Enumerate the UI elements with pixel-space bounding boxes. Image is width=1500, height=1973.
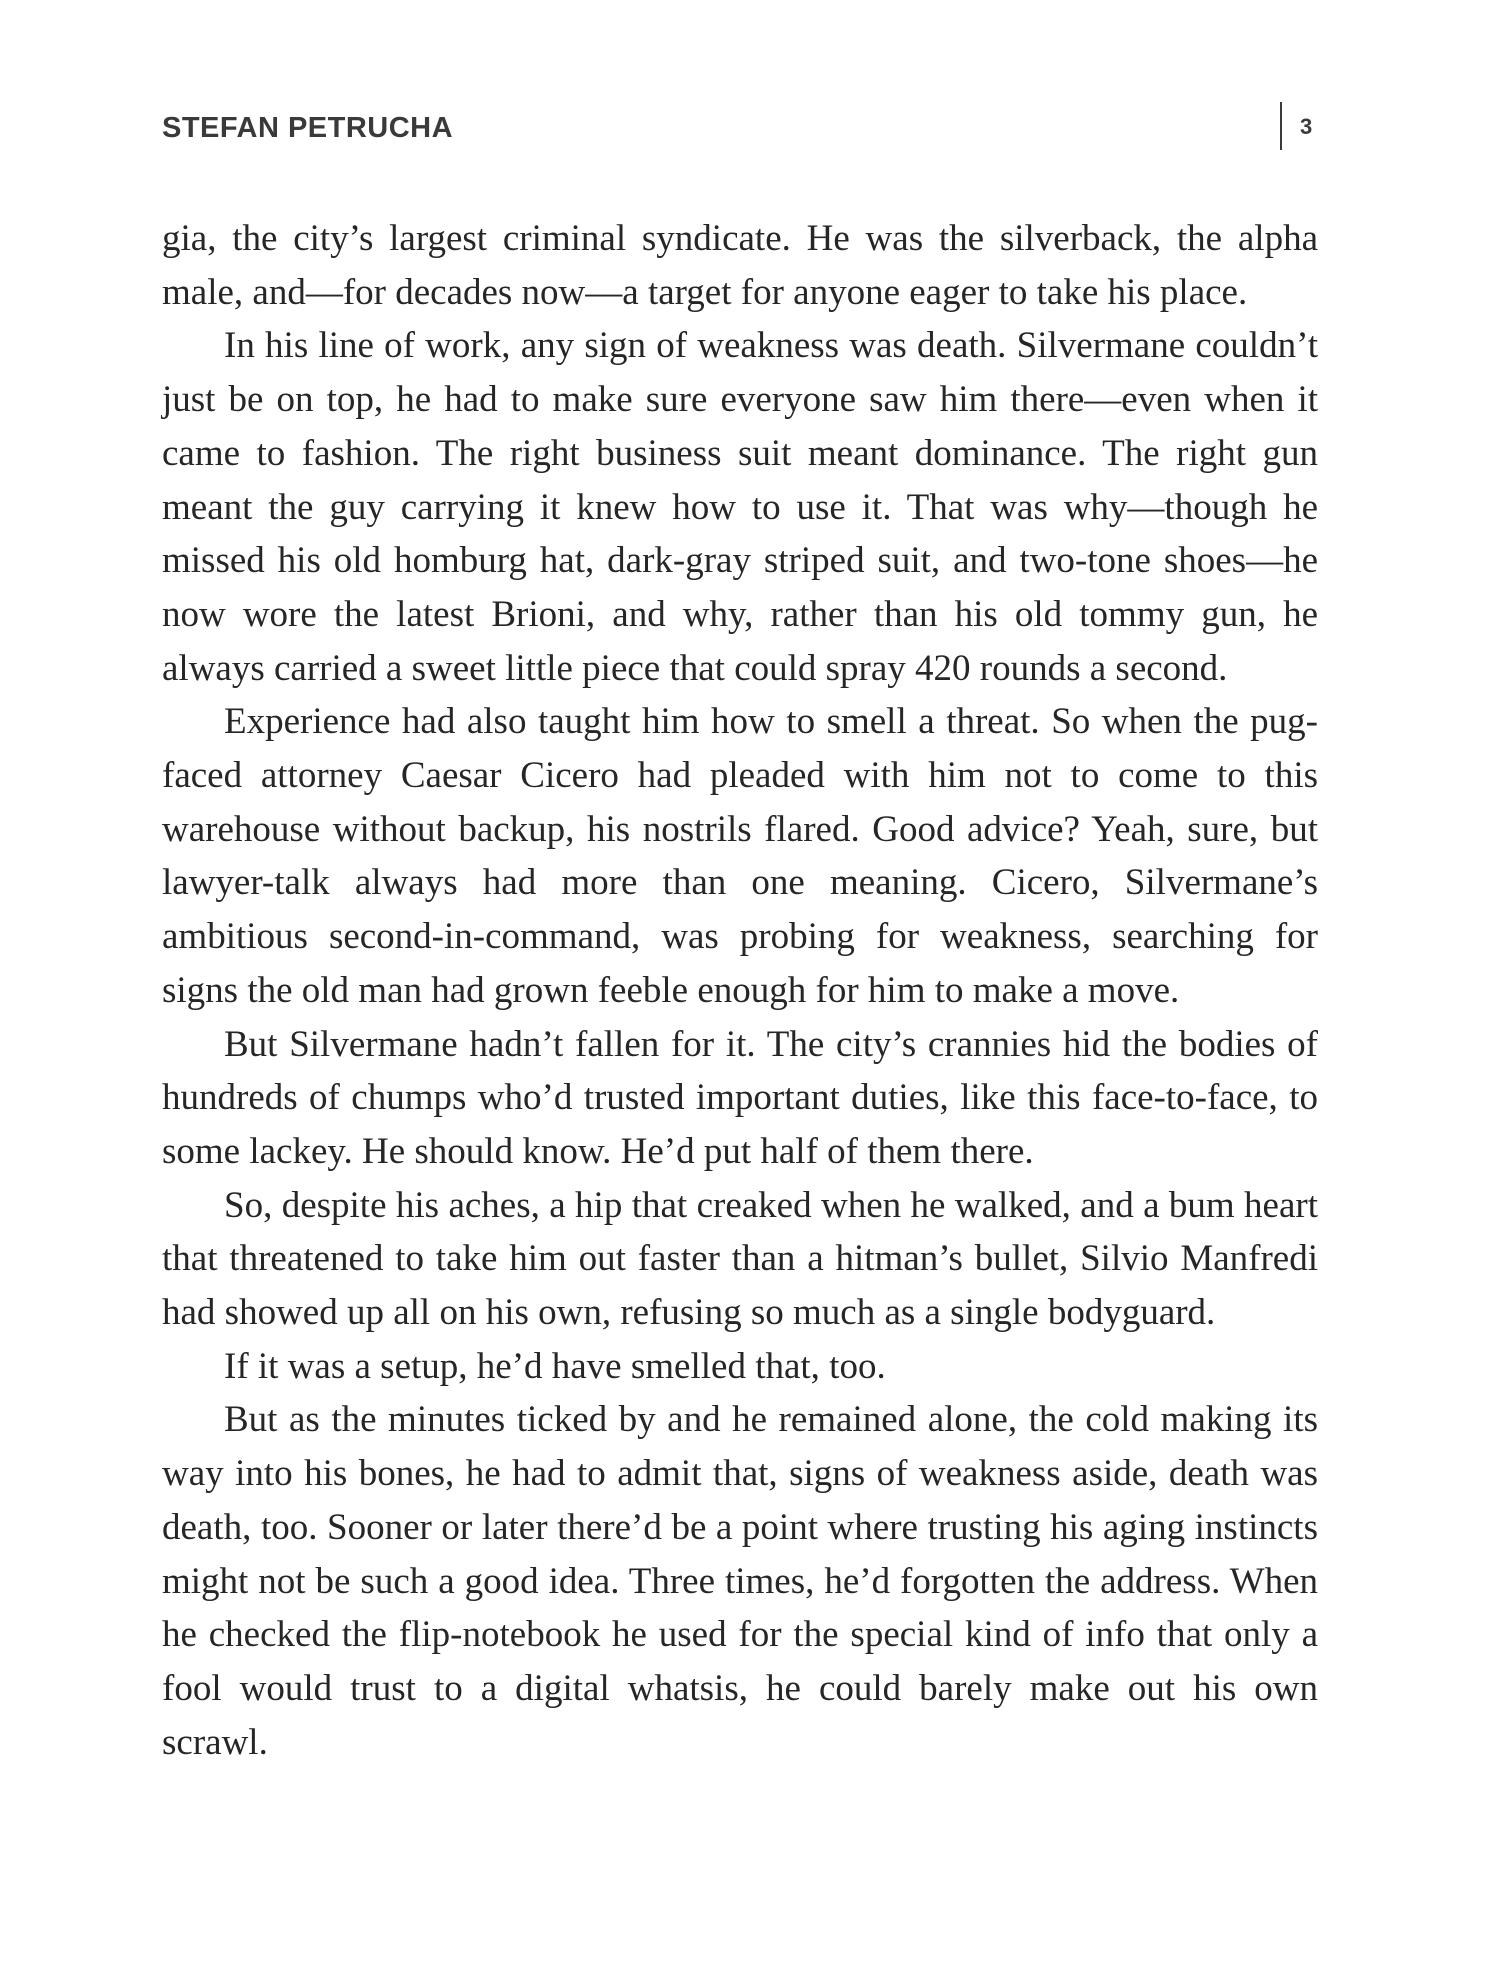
folio-divider xyxy=(1280,102,1282,150)
paragraph-3: Experience had also taught him how to smell a threat. So when the pug-faced attorney Caesar Cicero had pleaded with him not to come to this warehouse without backup, his nostrils flared. Good advice? Yeah, sure, but lawyer-talk always had more than one meaning. Cicero, Silvermane’s ambitious second-in-command, was probing for weakness, searching for signs the old man had grown feeble enough for him to make a move. xyxy=(162,701,1318,1011)
page-number: 3 xyxy=(1300,114,1313,139)
paragraph-4: But Silvermane hadn’t fallen for it. The city’s crannies hid the bodies of hundreds of chumps who’d trusted important duties, like this face-to-face, to some lackey. He should know. He’d put half of them there. xyxy=(162,1023,1318,1172)
paragraph-1: gia, the city’s largest criminal syndicate. He was the silverback, the alpha male, and—for decades now—a target for anyone eager to take his place. xyxy=(162,218,1318,313)
paragraph-7: But as the minutes ticked by and he remained alone, the cold making its way into his bones, he had to admit that, signs of weakness aside, death was death, too. Sooner or later there’d be a point where trusting his aging instincts might not be such a good idea. Three times, he’d forgotten the address. When he checked the flip-notebook he used for the special kind of info that only a fool would trust to a digital whatsis, he could barely make out his own scrawl. xyxy=(162,1399,1318,1763)
body-text xyxy=(162,212,1318,1769)
paragraph-2: In his line of work, any sign of weakness was death. Silvermane couldn’t just be on top, he had to make sure everyone saw him there—even when it came to fashion. The right business suit meant dominance. The right gun meant the guy carrying it knew how to use it. That was why—though he missed his old homburg hat, dark-gray striped suit, and two-tone shoes—he now wore the latest Brioni, and why, rather than his old tommy gun, he always carried a sweet little piece that could spray 420 rounds a second. xyxy=(162,325,1318,689)
paragraph-6: If it was a setup, he’d have smelled that, too. xyxy=(224,1345,886,1387)
running-head-author: STEFAN PETRUCHA xyxy=(162,112,454,144)
paragraph-5: So, despite his aches, a hip that creaked when he walked, and a bum heart that threatened to take him out faster than a hitman’s bullet, Silvio Manfredi had showed up all on his own, refusing so much as a single bodyguard. xyxy=(162,1184,1318,1334)
